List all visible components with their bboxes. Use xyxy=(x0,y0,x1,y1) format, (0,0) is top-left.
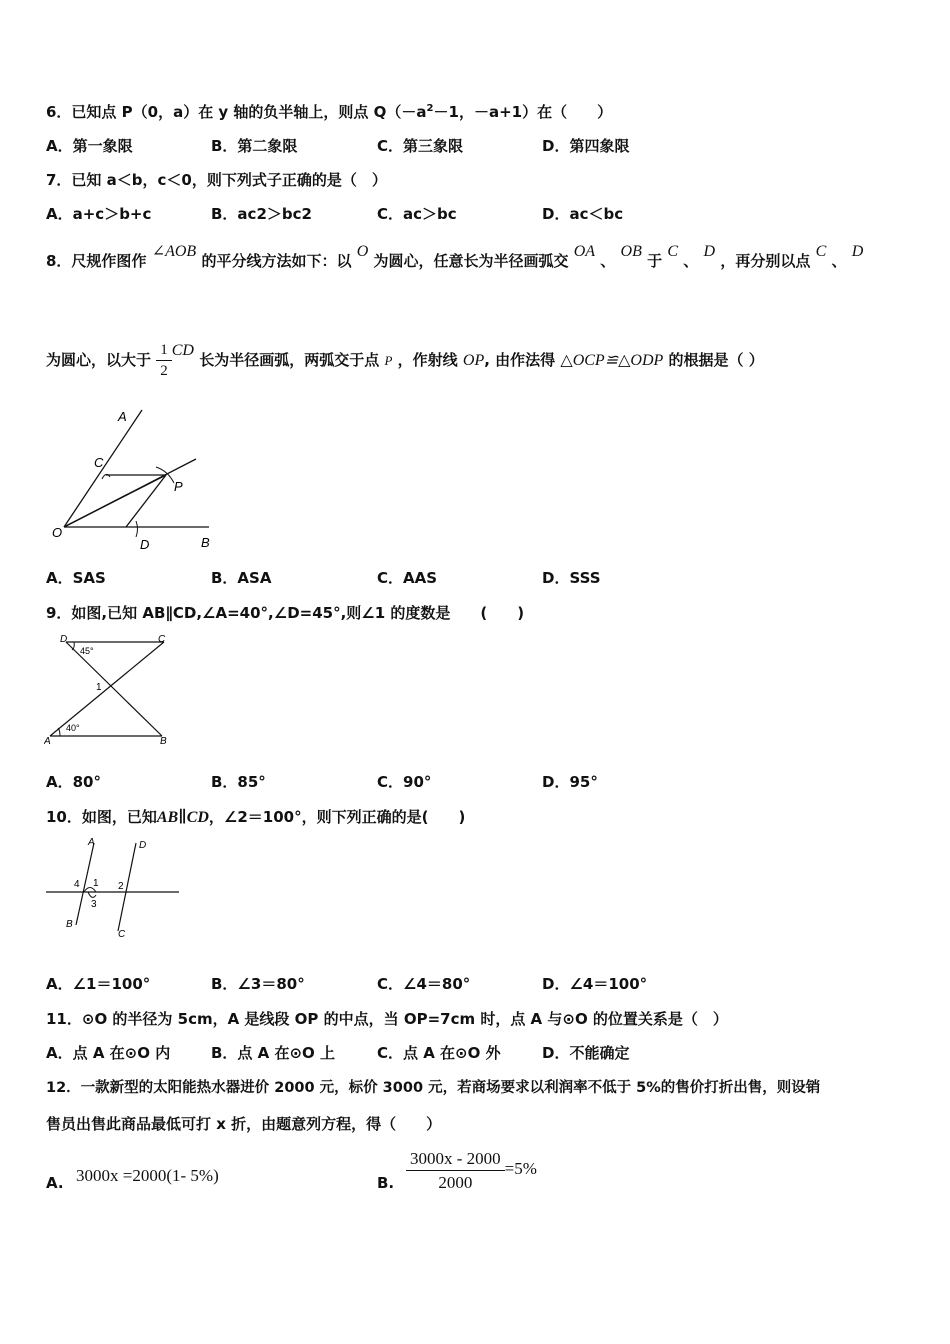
q12-option-b-denominator: 2000 xyxy=(438,1173,473,1192)
q7-option-d: D．ac＜bc xyxy=(542,205,624,223)
q8-stem-line2: 为圆心，以大于 $\frac{1}{2}$ CD 长为半径画弧，两弧交于点 P ，作射线 OP, 由作法得 △OCP≌△ODP 的根据是（ ） xyxy=(46,342,764,379)
q8-figure xyxy=(44,405,224,555)
q10-label-4: 4 xyxy=(74,879,80,890)
q12-option-b-label: B. xyxy=(377,1174,395,1192)
q9-label-b: B xyxy=(160,736,167,747)
q9-label-45: 45° xyxy=(80,646,94,656)
q8-option-a: A．SAS xyxy=(46,569,106,587)
q8-label-c: C xyxy=(94,455,104,470)
q10-label-a: A xyxy=(88,837,95,848)
q12-option-a-equation: 3000x =2000(1- 5%) xyxy=(76,1166,219,1185)
q9-label-d: D xyxy=(60,634,68,645)
q7-option-b: B．ac2＞bc2 xyxy=(211,205,312,223)
q9-label-a: A xyxy=(44,736,51,747)
q10-label-3: 3 xyxy=(91,899,97,910)
q11-option-d: D．不能确定 xyxy=(542,1044,630,1062)
q10-option-b: B．∠3＝80° xyxy=(211,975,305,993)
q9-option-d: D．95° xyxy=(542,773,598,791)
q10-label-b: B xyxy=(66,919,73,930)
q8-stem-line1: 8．尺规作图作 ∠AOB 的平分线方法如下：以 O 为圆心，任意长为半径画弧交 OA 、 OB 于 C 、 D ，再分别以点 C 、 D xyxy=(46,243,864,270)
q9-option-a: A．80° xyxy=(46,773,101,791)
q10-label-d: D xyxy=(139,840,147,851)
q10-option-a: A．∠1＝100° xyxy=(46,975,151,993)
q10-option-d: D．∠4＝100° xyxy=(542,975,648,993)
q7-stem: 7．已知 a＜b，c＜0，则下列式子正确的是（ ） xyxy=(46,171,387,189)
q10-option-c: C．∠4＝80° xyxy=(377,975,471,993)
q9-stem: 9．如图,已知 AB∥CD,∠A=40°,∠D=45°,则∠1 的度数是 ( ) xyxy=(46,604,525,622)
q8-option-b: B．ASA xyxy=(211,569,272,587)
q9-option-b: B．85° xyxy=(211,773,266,791)
q8-label-b: B xyxy=(201,535,210,550)
fraction-one-half: $\frac{1}{2}$ xyxy=(156,340,172,381)
q9-figure xyxy=(44,630,174,748)
q6-option-a: A．第一象限 xyxy=(46,137,133,155)
q11-option-c: C．点 A 在⊙O 外 xyxy=(377,1044,501,1062)
q8-label-p: P xyxy=(174,479,183,494)
q12-option-b-equation xyxy=(406,1148,537,1195)
q10-stem: 10．如图，已知AB∥CD，∠2＝100°，则下列正确的是( ) xyxy=(46,808,466,826)
q10-label-2: 2 xyxy=(118,881,124,892)
q9-label-c: C xyxy=(158,634,166,645)
q8-option-d: D．SSS xyxy=(542,569,601,587)
q7-option-c: C．ac＞bc xyxy=(377,205,457,223)
q7-option-a: A．a+c＞b+c xyxy=(46,205,152,223)
q8-label-a: A xyxy=(118,409,127,424)
q9-option-c: C．90° xyxy=(377,773,432,791)
q8-option-c: C．AAS xyxy=(377,569,438,587)
q12-stem-line2: 售员出售此商品最低可打 x 折，由题意列方程，得（ ） xyxy=(46,1115,442,1133)
q6-option-b: B．第二象限 xyxy=(211,137,298,155)
q9-label-1: 1 xyxy=(96,682,102,693)
q9-label-40: 40° xyxy=(66,723,80,733)
q8-label-d: D xyxy=(140,537,150,552)
q11-option-a: A．点 A 在⊙O 内 xyxy=(46,1044,171,1062)
q6-option-c: C．第三象限 xyxy=(377,137,464,155)
q10-label-c: C xyxy=(118,929,126,940)
q12-stem-line1: 12．一款新型的太阳能热水器进价 2000 元，标价 3000 元，若商场要求以利润率不低于 5%的售价打折出售，则设销 xyxy=(46,1080,821,1096)
q10-label-1: 1 xyxy=(93,878,99,889)
q8-label-o: O xyxy=(52,525,63,540)
q12-option-b-rhs: =5% xyxy=(504,1158,537,1178)
q12-option-a-label: A. xyxy=(46,1174,64,1192)
q11-stem: 11．⊙O 的半径为 5cm，A 是线段 OP 的中点，当 OP=7cm 时，点 A 与⊙O 的位置关系是（ ） xyxy=(46,1010,728,1028)
q12-option-b-numerator: 3000x - 2000 xyxy=(406,1148,505,1171)
q10-figure xyxy=(44,835,184,940)
q6-stem: 6．已知点 P（0，a）在 y 轴的负半轴上，则点 $Q(-a^2-1$，－a+1）在（ ） xyxy=(46,103,613,121)
q6-option-d: D．第四象限 xyxy=(542,137,630,155)
q11-option-b: B．点 A 在⊙O 上 xyxy=(211,1044,336,1062)
